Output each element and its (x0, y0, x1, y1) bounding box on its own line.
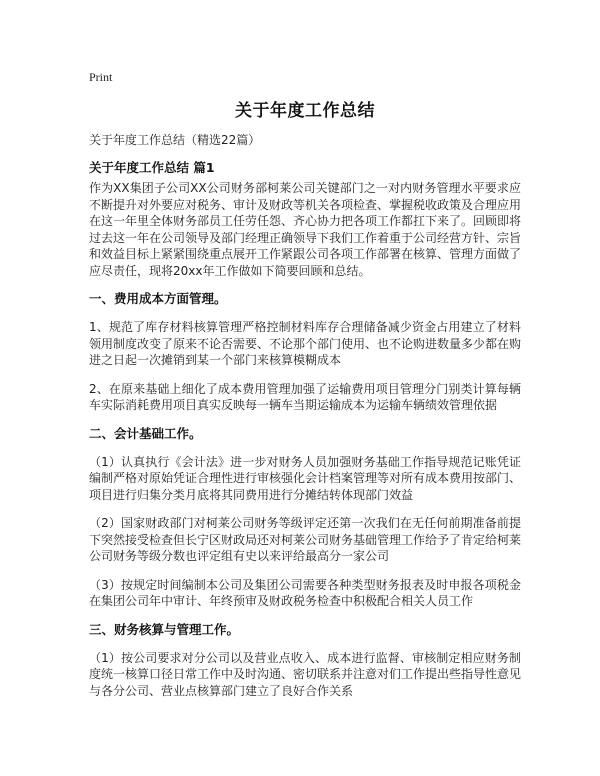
section-paragraph: （1）认真执行《会计法》进一步对财务人员加强财务基础工作指导规范记账凭证编制严格对原始凭证合理性进行审核强化会计档案管理等对所有成本费用按部门、项目进行归集分类月底将其同费用进行分摊结转体现部门效益 (89, 454, 522, 502)
section-paragraph: 2、在原来基础上细化了成本费用管理加强了运输费用项目管理分门别类计算每辆车实际消耗费用项目真实反映每一辆车当期运输成本为运输车辆绩效管理依据 (89, 381, 521, 412)
document-subtitle: 关于年度工作总结（精选22篇） (89, 133, 261, 147)
section-heading-cost: 一、费用成本方面管理。 (89, 291, 227, 306)
print-label: Print (89, 70, 113, 84)
section-paragraph: （3）按规定时间编制本公司及集团公司需要各种类型财务报表及时申报各项税金在集团公司年中审计、年终预审及财政税务检查中积极配合相关人员工作 (89, 577, 521, 608)
section-heading-finance: 三、财务核算与管理工作。 (89, 621, 240, 637)
document-body (89, 180, 521, 711)
intro-paragraph: 作为XX集团子公司XX公司财务部柯莱公司关键部门之一对内财务管理水平要求应不断提升对外要应对税务、审计及财政等机关各项检查、掌握税收政策及合理应用在这一年里全体财务部员工任劳任怨、齐心协力把各项工作都扛下来了。回顾即将过去这一年在公司领导及部门经理正确领导下我们工作着重于公司经营方针、宗旨和效益目标上紧紧围绕重点展开工作紧跟公司各项工作部署在核算、管理方面做了应尽责任，现将20xx年工作做如下简要回顾和总结。 (89, 181, 522, 278)
section-paragraph: （2）国家财政部门对柯莱公司财务等级评定还第一次我们在无任何前期准备前提下突然接受检查但长宁区财政局还对柯莱公司财务基础管理工作给予了肯定给柯莱公司财务等级分数也评定组有史以来评给最高分一家公司 (89, 516, 522, 563)
section-paragraph: 1、规范了库存材料核算管理严格控制材料库存合理储备减少资金占用建立了材料领用制度改变了原来不论否需要、不论那个部门使用、也不论购进数量多少都在购进之日起一次摊销到某一个部门来核算模糊成本 (89, 320, 522, 367)
section-paragraph: （1）按公司要求对分公司以及营业点收入、成本进行监督、审核制定相应财务制度统一核算口径日常工作中及时沟通、密切联系并注意对们工作提出些指导性意见与各分公司、营业点核算部门建立了良好合作关系 (89, 650, 522, 698)
section-heading-accounting: 二、会计基础工作。 (89, 425, 202, 441)
document-title: 关于年度工作总结 (235, 101, 375, 121)
article-heading: 关于年度工作总结 篇1 (89, 160, 215, 175)
